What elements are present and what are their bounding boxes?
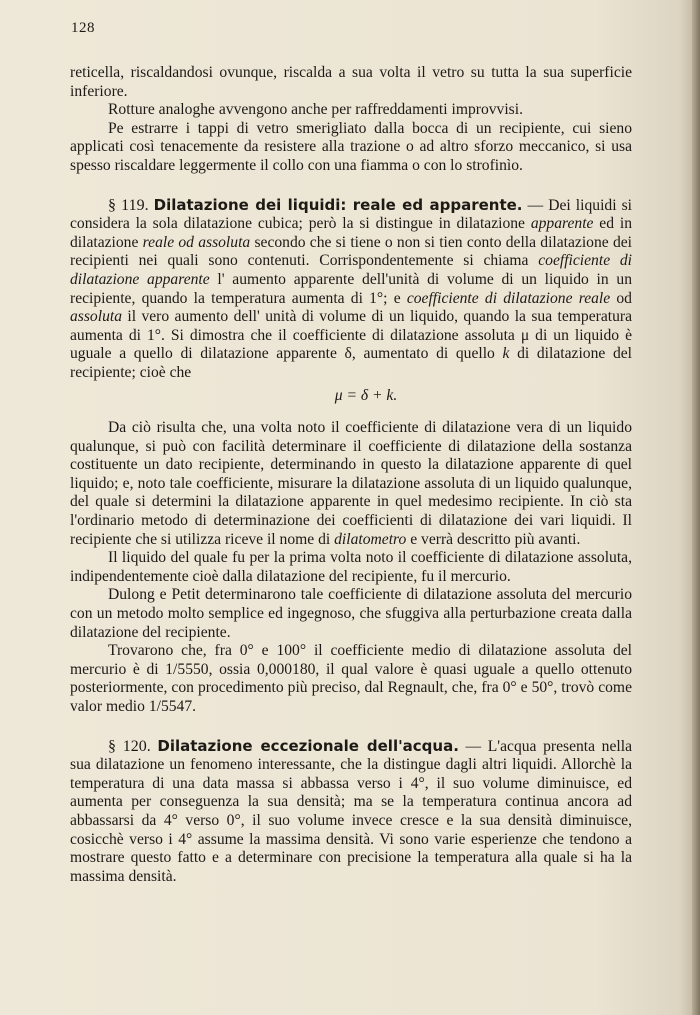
italic-term: coefficiente di dilatazione apparente [70, 252, 633, 288]
text-run: ed in dilatazione [70, 215, 632, 251]
italic-term: k [502, 345, 510, 363]
italic-term: dilatometro [334, 530, 407, 548]
section-120-paragraph [70, 737, 632, 887]
section-119-paragraph [70, 196, 632, 383]
text-run: il vero aumento dell' unità di volume di un liquido, quando la sua temperatura aumenta di 1°. Si dimostra che il coefficiente di dilatazione assoluta μ di un liquido è uguale a quello di dilatazione apparente δ, aumentato di quello [70, 308, 632, 363]
paragraph-rotture: Rotture analoghe avvengono anche per raffreddamenti improvvisi. [108, 101, 523, 119]
italic-term: apparente [530, 215, 594, 233]
text-run: — Dei liquidi si considera la sola dilatazione cubica; però la si distingue in dilatazione [70, 196, 633, 233]
italic-term: assoluta [70, 308, 122, 326]
page-number: 128 [71, 20, 95, 36]
text-run: — L'acqua presenta nella sua dilatazione un fenomeno interessante, che la distingue dagli altri liquidi. Allorchè la temperatura di una data massa si abbassa verso i 4°, il suo volume diminuisce, ed aumenta per conseguenza la sua densità; ma se la temperatura continua ancora ad abbassarsi da 4° verso 0°, il suo volume invece cresce e la sua densità diminuisce, cosicchè verso i 4° assume la massima densità. Vi sono varie esperienze che tendono a mostrare questo fatto e a determinare con precisione la temperatura alla quale si ha la massima densità. [70, 737, 632, 885]
text-run: di dilatazione del recipiente; cioè che [70, 345, 633, 381]
paragraph-continuation: reticella, riscaldandosi ovunque, riscalda a sua volta il vetro su tutta la sua superficie inferiore. [70, 64, 632, 100]
text-run: l' aumento apparente dell'unità di volume di un liquido in un recipiente, quando la temperatura aumenta di 1°; e [70, 270, 632, 307]
paragraph-dulong-petit: Dulong e Petit determinarono tale coefficiente di dilatazione assoluta del mercurio con un metodo molto semplice ed ingegnoso, che sfuggiva alla perturbazione creata dalla dilatazione del recipiente. [70, 586, 632, 641]
paragraph-dilatometro [70, 419, 632, 549]
paragraph-regnault: Trovarono che, fra 0° e 100° il coefficiente medio di dilatazione assoluta del mercurio è di 1/5550, ossia 0,000180, il qual valore è quasi uguale a quello ottenuto posteriormente, con procedimento più preciso, dal Regnault, che, fra 0° e 50°, trovò come valor medio 1/5547. [70, 642, 632, 715]
section-120-number: § 120. [108, 737, 151, 755]
formula: μ = δ + k. [334, 386, 398, 404]
section-119-number: § 119. [108, 196, 149, 214]
body-text [70, 64, 632, 886]
italic-term: reale od assoluta [142, 233, 251, 251]
page-edge-shadow [692, 0, 700, 1015]
section-120-title: Dilatazione eccezionale dell'acqua. [157, 736, 459, 755]
text-run: Da ciò risulta che, una volta noto il coefficiente di dilatazione vera di un liquido qualunque, si può con facilità determinare il coefficiente di dilatazione della sostanza costituente un dato recipiente, determinando in questo la dilatazione apparente di quel liquido; e, noto tale coefficiente, misurare la dilatazione assoluta di un liquido qualunque, del quale si determini la dilatazione apparente in quel medesimo recipiente. In ciò sta l'ordinario metodo di determinazione dei coefficienti di dilatazione dei vari liquidi. Il recipiente che si utilizza riceve il nome di [70, 419, 632, 548]
text-run: secondo che si tiene o non si tien conto della dilatazione dei recipienti nei quali sono contenuti. Corrispondentemente si chiama [70, 233, 632, 270]
section-119-title: Dilatazione dei liquidi: reale ed apparente. [153, 195, 523, 214]
paragraph-tappi: Pe estrarre i tappi di vetro smerigliato dalla bocca di un recipiente, cui sieno applicati così tenacemente da resistere alla trazione o ad altro sforzo meccanico, si usa spesso riscaldare leggermente il collo con una fiamma o con lo strofinìo. [70, 119, 632, 174]
italic-term: coefficiente di dilatazione reale [406, 289, 611, 307]
text-run: od [610, 289, 632, 307]
paragraph-mercurio: Il liquido del quale fu per la prima volta noto il coefficiente di dilatazione assoluta, indipendentemente cioè dalla dilatazione del recipiente, fu il mercurio. [70, 549, 632, 585]
text-run: e verrà descritto più avanti. [406, 530, 581, 548]
